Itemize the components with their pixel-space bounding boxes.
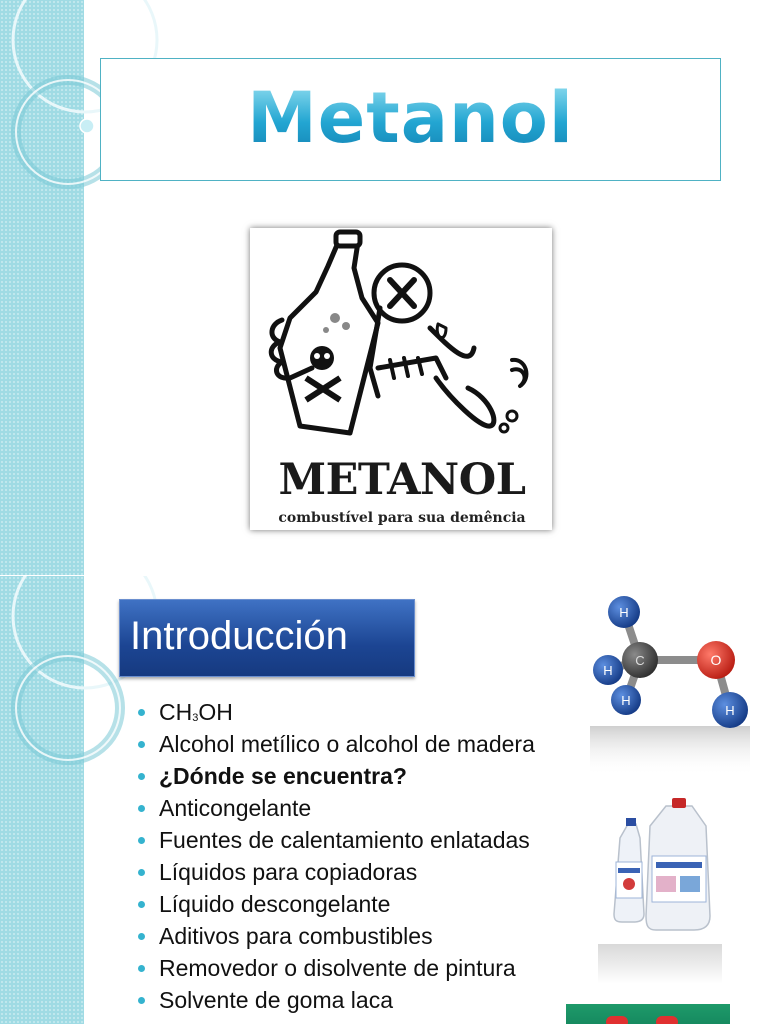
bullet-dot-icon [138,933,145,940]
product-image [566,1004,730,1024]
methanol-molecule-image [590,586,750,776]
image-reflection [598,944,722,984]
hydrogen-label: H [603,663,613,678]
bullet-dot-icon [138,741,145,748]
bullet-dot-icon [138,901,145,908]
bullet-item: Anticongelante [136,794,535,826]
bullet-item: Aditivos para combustibles [136,922,535,954]
bullet-dot-icon [138,965,145,972]
bullet-item: Líquido descongelante [136,890,535,922]
red-cap-icon [656,1016,678,1024]
title-box [100,58,721,181]
metanol-logo [250,228,552,530]
logo-wordmark: METANOL [278,455,526,505]
bullet-dot-icon [138,837,145,844]
bullet-item: Alcohol metílico o alcohol de madera [136,730,535,762]
bullet-dot-icon [138,709,145,716]
slide-title: Metanol [247,76,574,159]
bullet-dot-icon [138,805,145,812]
red-cap-icon [606,1016,628,1024]
methanol-bottles-image [598,796,722,944]
hydrogen-label: H [621,693,631,708]
hydrogen-label: H [725,703,735,718]
bullet-item: Removedor o disolvente de pintura [136,954,535,986]
hydrogen-label: H [619,605,629,620]
carbon-label: C [635,653,645,668]
bullet-item: Fuentes de calentamiento enlatadas [136,826,535,858]
bullet-item: Líquidos para copiadoras [136,858,535,890]
section-heading-box [119,599,415,677]
bullet-item: $CH_3OH$ [136,698,535,730]
slide-2 [0,576,768,1024]
bullet-list [136,698,535,1018]
section-heading: Introducción [130,614,348,658]
bullet-item: Solvente de goma laca [136,986,535,1018]
logo-subtitle: combustível para sua demência [278,510,526,526]
oxygen-label: O [710,652,722,668]
bullet-item: ¿Dónde se encuentra? [136,762,535,794]
bullet-dot-icon [138,997,145,1004]
poison-bottle-illustration [250,228,552,458]
bullet-dot-icon [138,869,145,876]
bullet-dot-icon [138,773,145,780]
